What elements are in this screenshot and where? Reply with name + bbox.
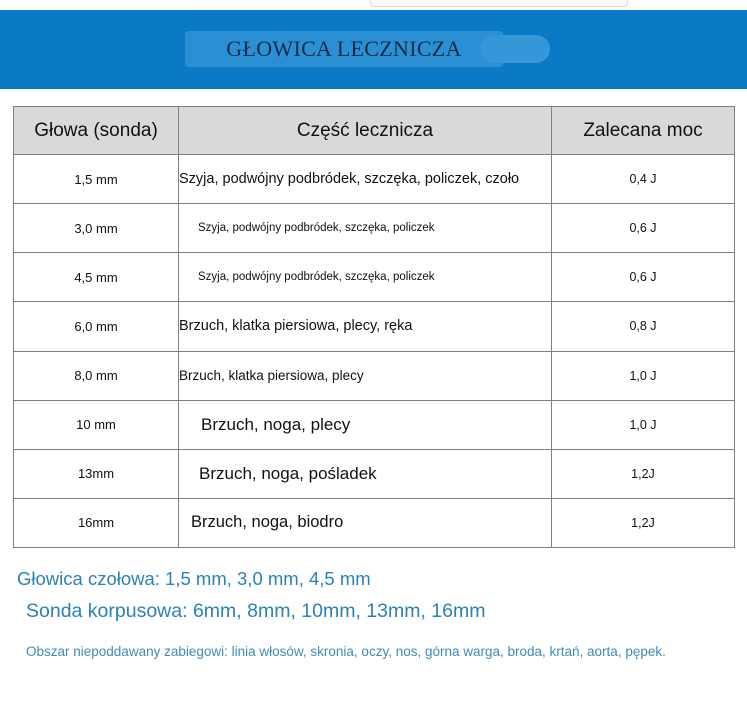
- column-header-head: Głowa (sonda): [14, 107, 179, 155]
- head-size-cell: 13mm: [14, 449, 179, 498]
- treatment-area-cell: Brzuch, noga, plecy: [179, 400, 552, 449]
- power-cell: 0,6 J: [552, 204, 735, 253]
- head-size-cell: 4,5 mm: [14, 253, 179, 302]
- table-header-row: [14, 107, 735, 155]
- face-head-info: Głowica czołowa: 1,5 mm, 3,0 mm, 4,5 mm: [17, 568, 371, 589]
- column-header-part: Część lecznicza: [179, 107, 552, 155]
- table-row: [14, 400, 735, 449]
- page-title: GŁOWICA LECZNICZA: [226, 36, 462, 61]
- table-row: [14, 253, 735, 302]
- treatment-area-cell: Brzuch, noga, pośladek: [179, 449, 552, 498]
- excluded-area-note: Obszar niepoddawany zabiegowi: linia włosów, skronia, oczy, nos, górna warga, broda, krtań, aorta, pępek.: [26, 644, 666, 659]
- head-size-cell: 10 mm: [14, 400, 179, 449]
- treatment-area-cell: Szyja, podwójny podbródek, szczęka, policzek, czoło: [179, 155, 552, 204]
- treatment-area-cell: Brzuch, klatka piersiowa, plecy: [179, 351, 552, 400]
- power-cell: 0,8 J: [552, 302, 735, 351]
- power-cell: 0,4 J: [552, 155, 735, 204]
- treatment-area-cell: Brzuch, klatka piersiowa, plecy, ręka: [179, 302, 552, 351]
- table-row: [14, 498, 735, 547]
- table-row: [14, 302, 735, 351]
- table-row: [14, 351, 735, 400]
- power-cell: 1,2J: [552, 498, 735, 547]
- head-size-cell: 16mm: [14, 498, 179, 547]
- treatment-table: [13, 106, 735, 548]
- power-cell: 1,0 J: [552, 351, 735, 400]
- head-size-cell: 8,0 mm: [14, 351, 179, 400]
- power-cell: 1,2J: [552, 449, 735, 498]
- top-strip: [0, 0, 747, 10]
- body-probe-info: Sonda korpusowa: 6mm, 8mm, 10mm, 13mm, 16mm: [26, 600, 486, 622]
- head-size-cell: 6,0 mm: [14, 302, 179, 351]
- treatment-area-cell: Szyja, podwójny podbródek, szczęka, policzek: [179, 253, 552, 302]
- table-row: [14, 204, 735, 253]
- head-size-cell: 3,0 mm: [14, 204, 179, 253]
- table-row: [14, 155, 735, 204]
- top-tab-edge: [370, 0, 628, 7]
- table-row: [14, 449, 735, 498]
- head-size-cell: 1,5 mm: [14, 155, 179, 204]
- power-cell: 1,0 J: [552, 400, 735, 449]
- column-header-power: Zalecana moc: [552, 107, 735, 155]
- power-cell: 0,6 J: [552, 253, 735, 302]
- header-banner: [0, 10, 747, 89]
- treatment-area-cell: Szyja, podwójny podbródek, szczęka, policzek: [179, 204, 552, 253]
- treatment-area-cell: Brzuch, noga, biodro: [179, 498, 552, 547]
